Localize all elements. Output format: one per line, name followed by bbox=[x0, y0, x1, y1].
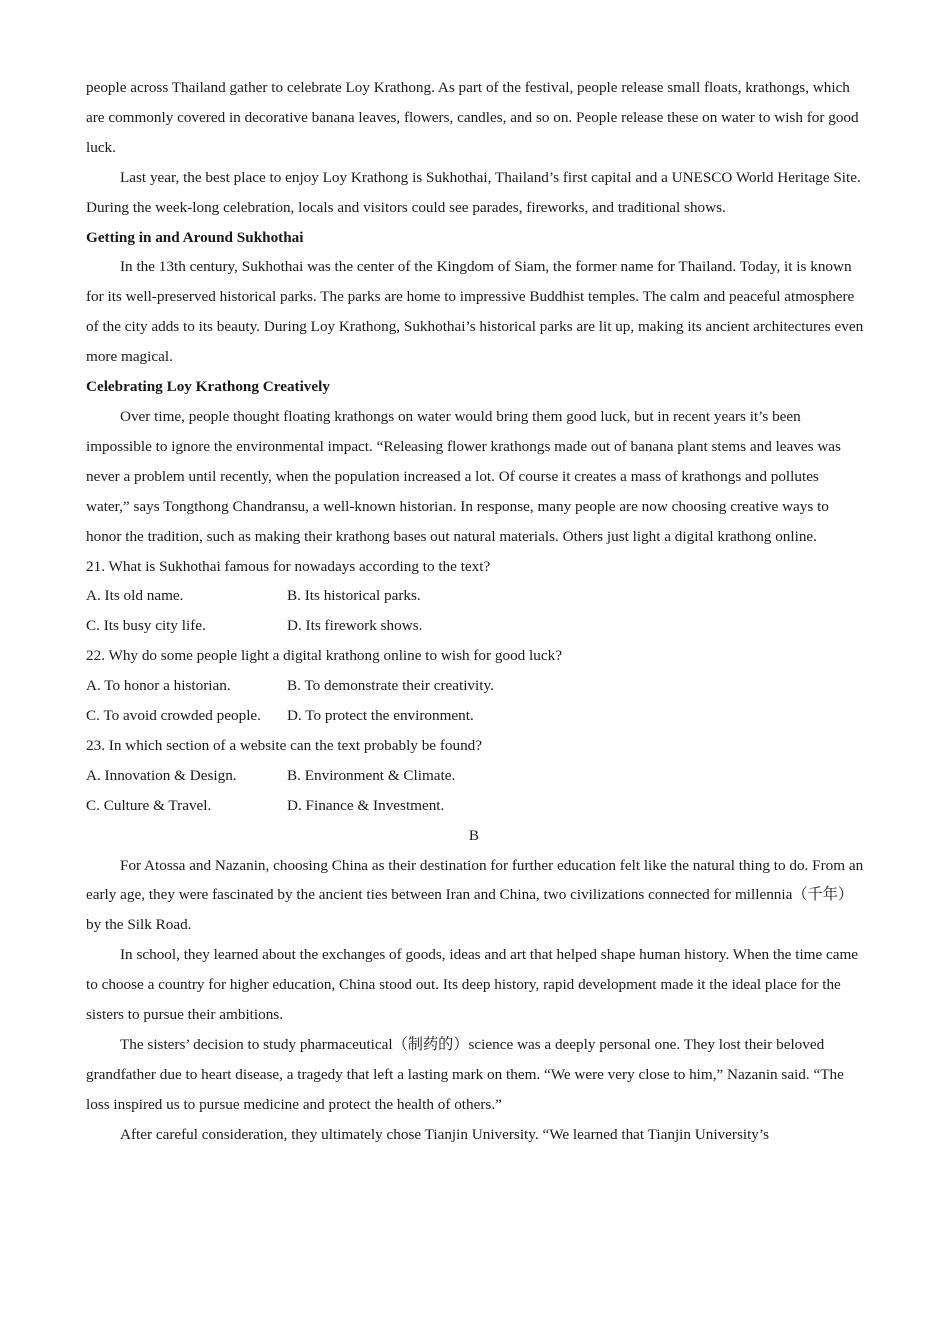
option-a: A. Innovation & Design. bbox=[86, 766, 237, 784]
passage-a-paragraph: In the 13th century, Sukhothai was the center of the Kingdom of Siam, the former name for Thailand. Today, it is known for its well-preserved historical parks. The parks are home to impressive Buddhist temples. The calm and peaceful atmosphere of the city adds to its beauty. During Loy Krathong, Sukhothai’s historical parks are lit up, making its ancient architectures even more magical. bbox=[86, 258, 864, 366]
option-b: B. To demonstrate their creativity. bbox=[287, 677, 494, 695]
option-c: C. Culture & Travel. bbox=[86, 796, 212, 814]
option-a: A. To honor a historian. bbox=[86, 677, 231, 695]
question-stem: 23. In which section of a website can the text probably be found? bbox=[86, 736, 483, 754]
options-row bbox=[86, 791, 866, 821]
question-stem: 22. Why do some people light a digital krathong online to wish for good luck? bbox=[86, 647, 562, 665]
passage-b-paragraph: After careful consideration, they ultimately chose Tianjin University. “We learned that Tianjin University’s bbox=[120, 1125, 770, 1143]
options-row bbox=[86, 701, 866, 731]
option-d: D. Its firework shows. bbox=[287, 617, 423, 635]
section-heading: Getting in and Around Sukhothai bbox=[86, 228, 304, 246]
passage-letter: B bbox=[468, 826, 480, 844]
option-c: C. Its busy city life. bbox=[86, 617, 206, 635]
section-heading: Celebrating Loy Krathong Creatively bbox=[86, 378, 330, 396]
options-row bbox=[86, 611, 866, 641]
options-row bbox=[86, 671, 866, 701]
option-b: B. Environment & Climate. bbox=[287, 766, 456, 784]
passage-a-paragraph: Over time, people thought floating krathongs on water would bring them good luck, but in recent years it’s been impossible to ignore the environmental impact. “Releasing flower krathongs made out of banana plant stems and leaves was never a problem until recently, when the population increased a lot. Of course it creates a mass of krathongs and pollutes water,” says Tongthong Chandransu, a well-known historian. In response, many people are now choosing creative ways to honor the tradition, such as making their krathong bases out natural materials. Others just light a digital krathong online. bbox=[86, 407, 841, 545]
passage-a-paragraph: Last year, the best place to enjoy Loy Krathong is Sukhothai, Thailand’s first capital and a UNESCO World Heritage Site. During the week-long celebration, locals and visitors could see parades, fireworks, and traditional shows. bbox=[86, 168, 861, 216]
option-c: C. To avoid crowded people. bbox=[86, 707, 261, 725]
passage-b-paragraph: The sisters’ decision to study pharmaceutical（制药的）science was a deeply personal one. They lost their beloved grandfather due to heart disease, a tragedy that left a lasting mark on them. “We were very close to him,” Nazanin said. “The loss inspired us to pursue medicine and protect the health of others.” bbox=[86, 1036, 844, 1113]
passage-b-paragraph: In school, they learned about the exchanges of goods, ideas and art that helped shape human history. When the time came to choose a country for higher education, China stood out. Its deep history, rapid development made it the ideal place for the sisters to pursue their ambitions. bbox=[86, 946, 859, 1024]
options-row bbox=[86, 581, 866, 611]
exam-page bbox=[86, 73, 866, 1150]
passage-a-paragraph: people across Thailand gather to celebrate Loy Krathong. As part of the festival, people release small floats, krathongs, which are commonly covered in decorative banana leaves, flowers, candles, and so on. People release these on water to wish for good luck. bbox=[86, 79, 859, 156]
option-d: D. Finance & Investment. bbox=[287, 796, 445, 814]
option-b: B. Its historical parks. bbox=[287, 587, 421, 605]
option-d: D. To protect the environment. bbox=[287, 707, 474, 725]
question-stem: 21. What is Sukhothai famous for nowadays according to the text? bbox=[86, 557, 491, 575]
option-a: A. Its old name. bbox=[86, 587, 184, 605]
options-row bbox=[86, 761, 866, 791]
passage-b-paragraph: For Atossa and Nazanin, choosing China as their destination for further education felt like the natural thing to do. From an early age, they were fascinated by the ancient ties between Iran and China, two civilizations connected for millennia（千年）by the Silk Road. bbox=[86, 856, 864, 934]
